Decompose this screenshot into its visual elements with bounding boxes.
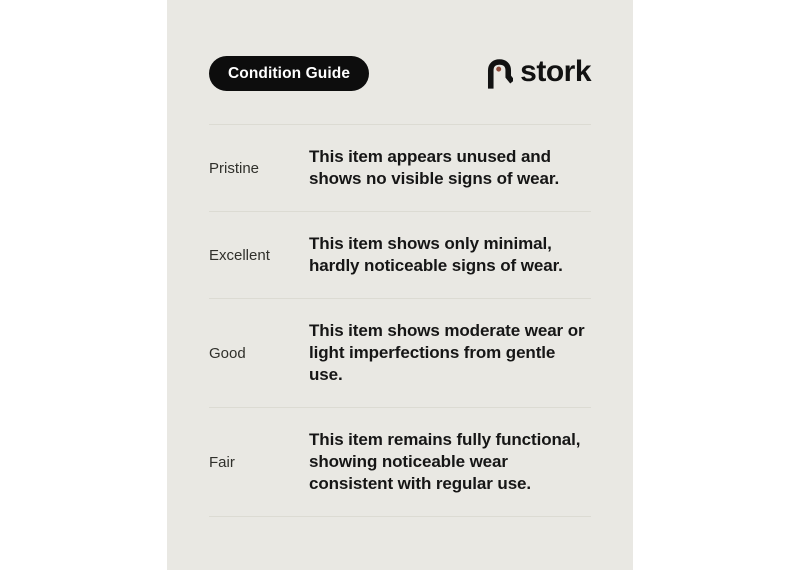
condition-row-good [209, 298, 591, 407]
condition-guide-card [167, 0, 633, 570]
condition-guide-badge[interactable] [209, 56, 369, 91]
card-header [209, 0, 591, 91]
condition-list [209, 124, 591, 517]
condition-guide-badge-label: Condition Guide [228, 64, 351, 82]
condition-name: Pristine [209, 159, 260, 177]
stork-logo [486, 57, 591, 90]
stork-pin-icon [486, 58, 513, 89]
brand-wordmark: stork [520, 55, 591, 88]
condition-row-fair [209, 407, 591, 517]
condition-description: This item shows only minimal, hardly noticeable signs of wear. [309, 234, 563, 275]
condition-description: This item appears unused and shows no visible signs of wear. [309, 147, 560, 188]
condition-description: This item remains fully functional, showing noticeable wear consistent with regular use. [309, 430, 581, 493]
condition-row-excellent [209, 211, 591, 298]
condition-name: Excellent [209, 246, 270, 264]
condition-name: Good [209, 344, 246, 362]
condition-row-pristine [209, 124, 591, 211]
condition-description: This item shows moderate wear or light imperfections from gentle use. [309, 321, 585, 384]
stork-pin-dot [496, 67, 501, 72]
condition-name: Fair [209, 453, 235, 471]
